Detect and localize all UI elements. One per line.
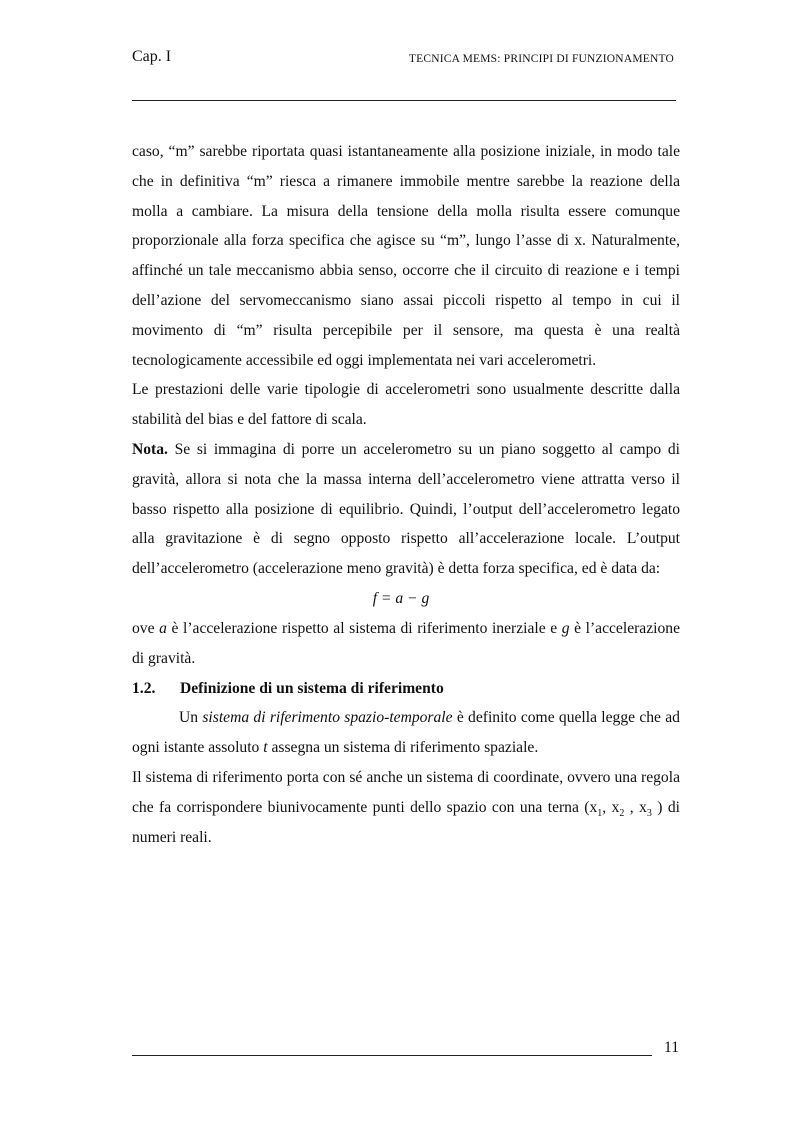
page-body	[132, 137, 680, 852]
text-run: , x	[624, 798, 647, 816]
text-run: è l’accelerazione di gravità.	[132, 619, 680, 667]
text-run: , x	[602, 798, 620, 816]
text-run: ove	[132, 619, 160, 637]
var-t: t	[263, 739, 268, 757]
text-run: è l’accelerazione rispetto al sistema di riferimento inerziale e	[166, 619, 562, 637]
section-number: 1.2.	[132, 679, 156, 697]
var-g: g	[561, 619, 570, 637]
emphasis-term: sistema di riferimento spazio-temporale	[202, 709, 453, 727]
text-run: è definito come quella legge che ad ogni istante assoluto	[132, 709, 680, 757]
paragraph-formula-explanation	[132, 614, 680, 674]
section-title: Definizione di un sistema di riferimento	[180, 679, 444, 697]
subscript: 2	[619, 807, 625, 819]
paragraph-nota	[132, 435, 680, 584]
subscript: 3	[646, 807, 652, 819]
text-run: Un	[179, 709, 203, 727]
text-run: Il sistema di riferimento porta con sé anche un sistema di coordinate, ovvero una regola che fa corrispondere biunivocamente punti dello spazio con una terna (x	[132, 768, 680, 816]
paragraph-performance: Le prestazioni delle varie tipologie di accelerometri sono usualmente descritte dalla stabilità del bias e del fattore di scala.	[132, 381, 680, 429]
text-run: ) di numeri reali.	[132, 798, 681, 846]
text-run: assegna un sistema di riferimento spaziale.	[267, 739, 539, 757]
nota-label: Nota.	[132, 440, 168, 458]
paragraph-spacetime-reference	[132, 703, 680, 763]
page-number: 11	[663, 1039, 679, 1056]
subscript: 1	[597, 807, 603, 819]
header-divider	[132, 100, 676, 101]
specific-force-formula: f = a − g	[372, 589, 430, 607]
running-title: TECNICA MEMS: PRINCIPI DI FUNZIONAMENTO	[408, 53, 674, 65]
paragraph-coordinate-system	[132, 763, 680, 852]
nota-text: Se si immagina di porre un accelerometro su un piano soggetto al campo di gravità, allora si nota che la massa interna dell’accelerometro viene attratta verso il basso rispetto alla posizione di equilibrio. Quindi, l’output dell’accelerometro legato alla gravitazione è di segno opposto rispetto all’accelerazione locale. L’output dell’accelerometro (accelerazione meno gravità) è detta forza specifica, ed è data da:	[132, 440, 680, 578]
var-a: a	[159, 619, 167, 637]
footer-divider	[132, 1055, 652, 1056]
chapter-label: Cap. I	[132, 48, 172, 65]
paragraph-servo-mechanism: caso, “m” sarebbe riportata quasi istantaneamente alla posizione iniziale, in modo tale che in definitiva “m” riesca a rimanere immobile mentre sarebbe la reazione della molla a cambiare. La misura della tensione della molla risulta essere comunque proporzionale alla forza specifica che agisce su “m”, lungo l’asse di x. Naturalmente, affinché un tale meccanismo abbia senso, occorre che il circuito di reazione e i tempi dell’azione del servomeccanismo siano assai piccoli rispetto al tempo in cui il movimento di “m” risulta percepibile per il sensore, ma questa è una realtà tecnologicamente accessibile ed oggi implementata nei vari accelerometri.	[132, 143, 680, 369]
section-heading	[132, 674, 680, 704]
